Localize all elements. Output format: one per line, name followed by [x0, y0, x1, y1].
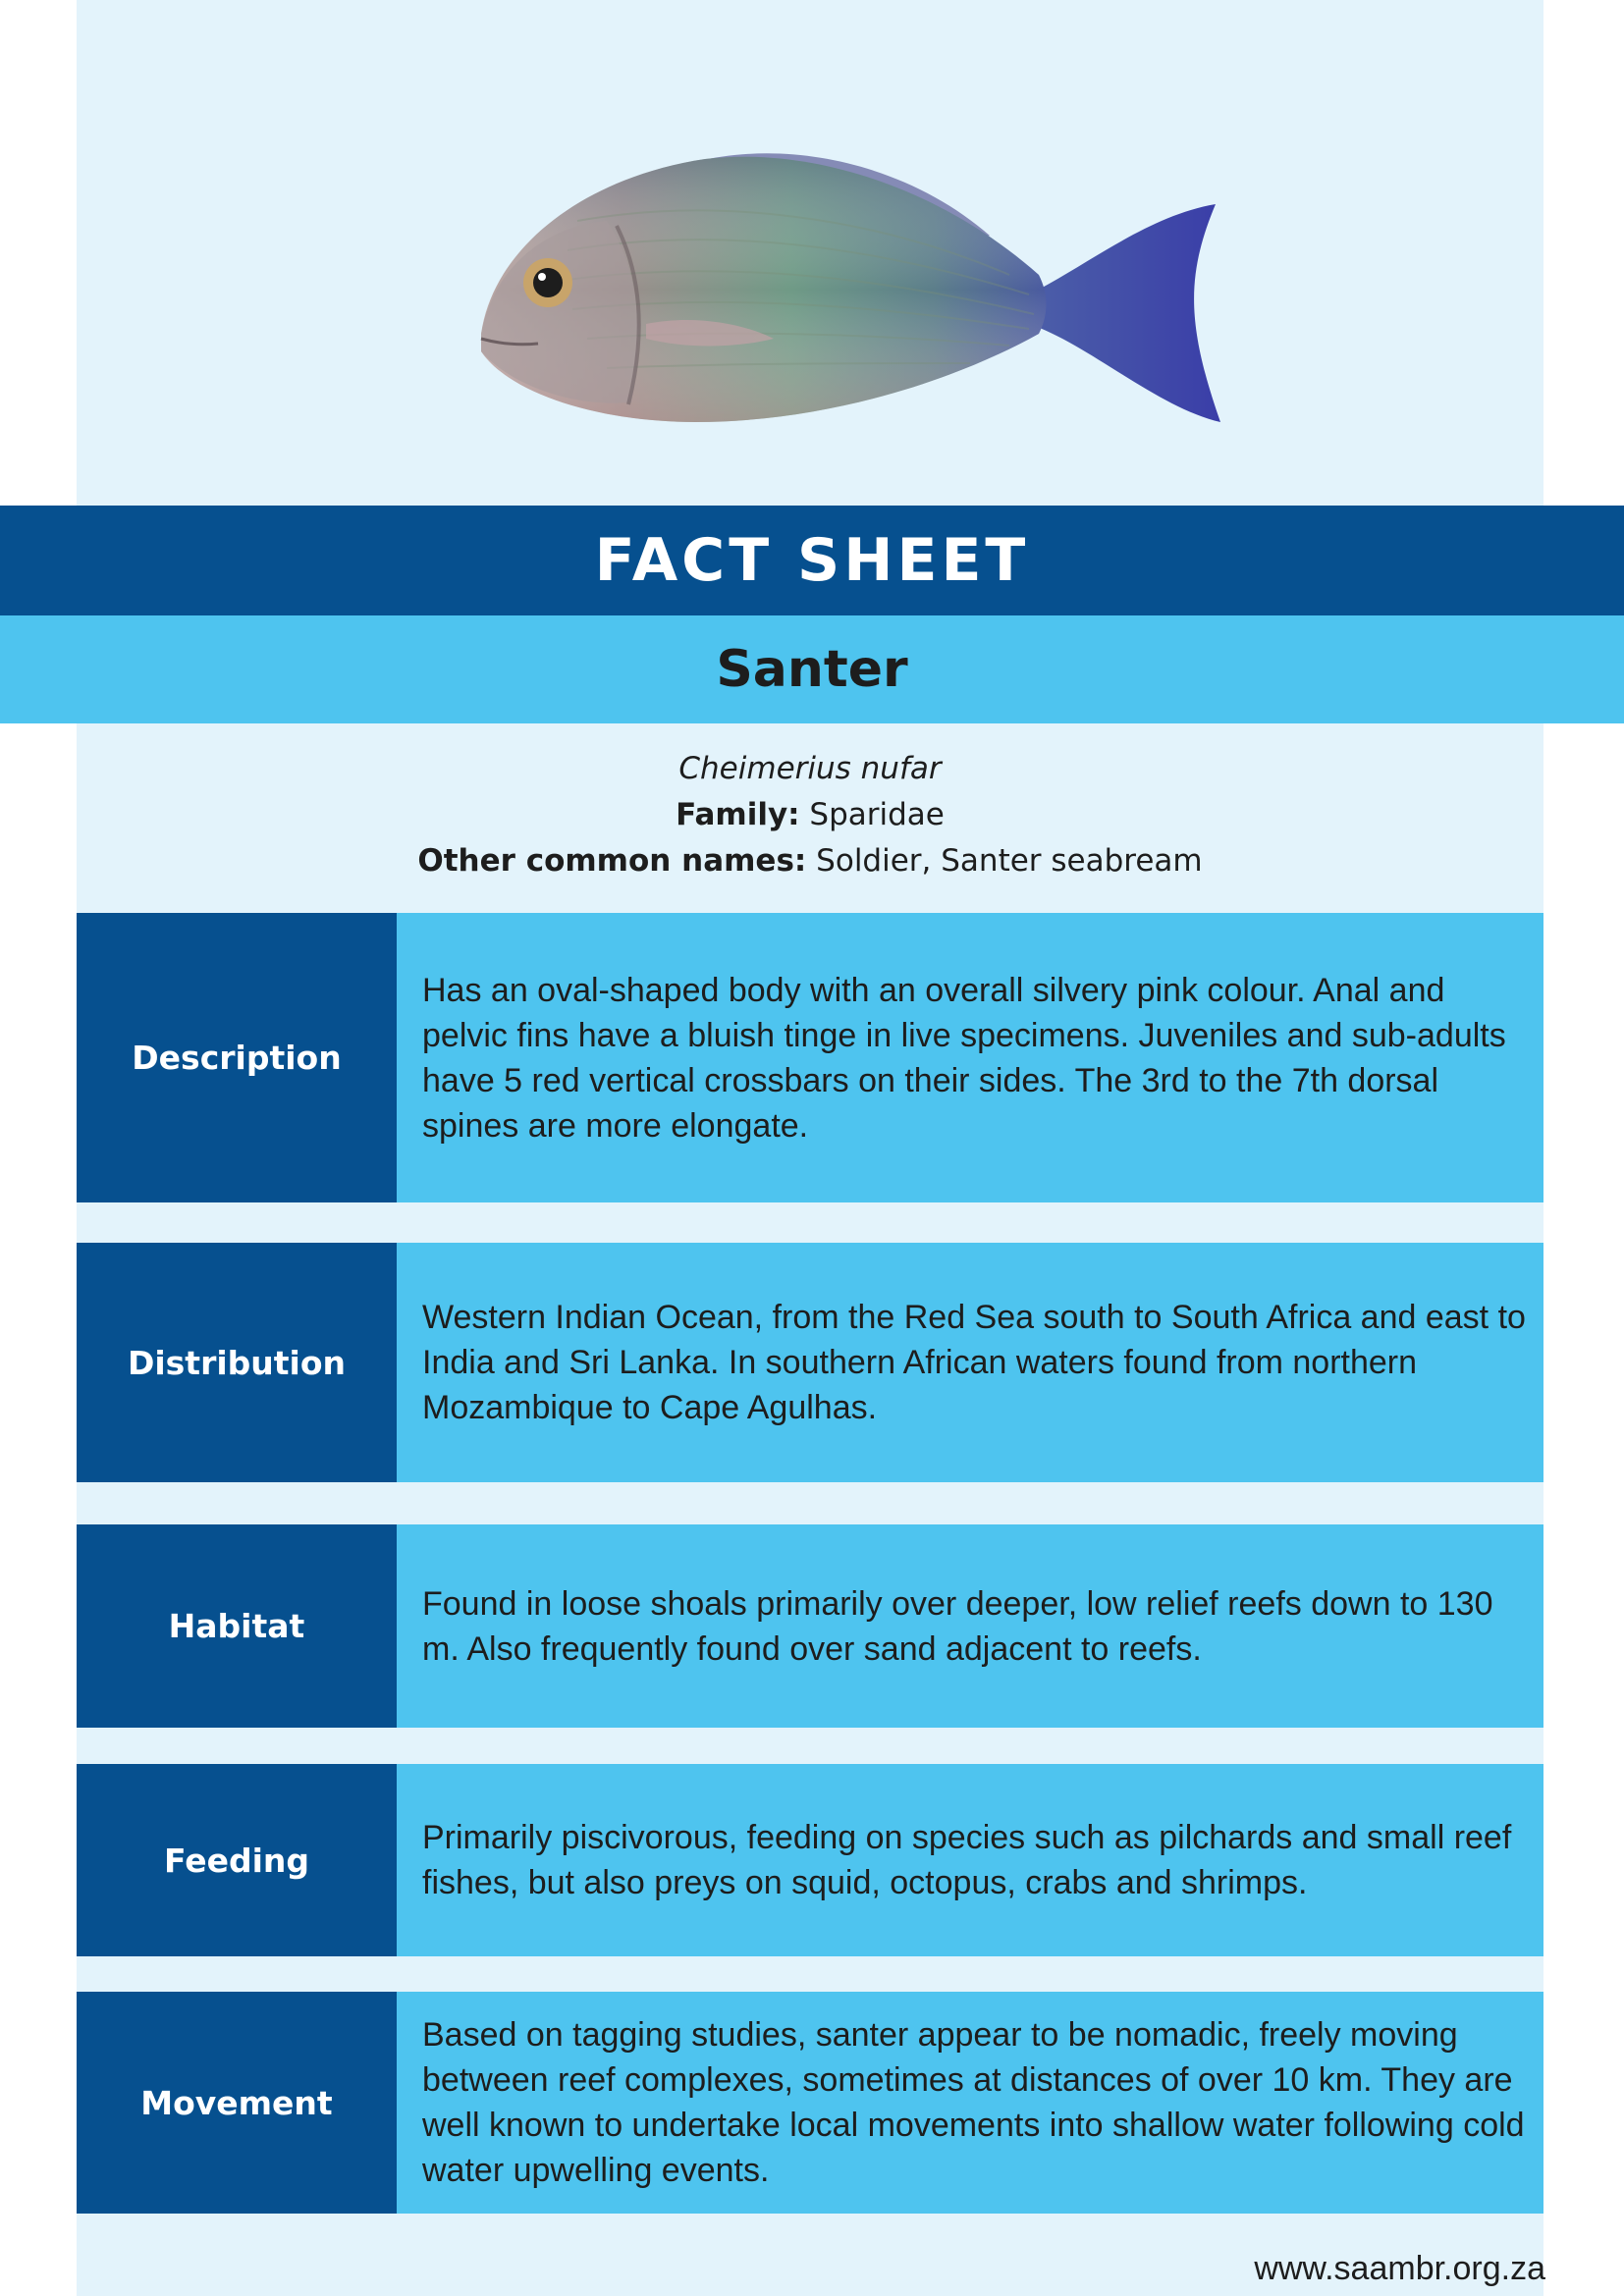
section-habitat [77, 1524, 1543, 1728]
fish-illustration-area [77, 0, 1543, 506]
section-description [77, 913, 1543, 1202]
section-text-content: Found in loose shoals primarily over deeper, low relief reefs down to 130 m. Also frequently found over sand adjacent to reefs. [422, 1584, 1493, 1668]
santer-fish-image [401, 128, 1343, 461]
section-feeding [77, 1764, 1543, 1956]
section-text [397, 913, 1543, 1202]
section-text-content: Primarily piscivorous, feeding on species such as pilchards and small reef fishes, but also preys on squid, octopus, crabs and shrimps. [422, 1819, 1512, 1901]
website-link[interactable]: www.saambr.org.za [1254, 2250, 1545, 2287]
species-meta [77, 746, 1543, 884]
common-names-label: Other common names: [417, 843, 807, 879]
family-value: Sparidae [809, 797, 945, 832]
scientific-name: Cheimerius nufar [678, 751, 942, 786]
section-label: Habitat [77, 1524, 397, 1728]
common-names-line [77, 838, 1543, 884]
section-label: Description [77, 913, 397, 1202]
section-text [397, 1764, 1543, 1956]
section-label: Movement [77, 1992, 397, 2214]
section-movement [77, 1992, 1543, 2214]
common-names-value: Soldier, Santer seabream [816, 843, 1203, 879]
fact-sheet-banner: FACT SHEET [0, 506, 1624, 615]
family-label: Family: [676, 797, 800, 832]
family-line [77, 792, 1543, 838]
section-text [397, 1992, 1543, 2214]
section-text-content: Western Indian Ocean, from the Red Sea south to South Africa and east to India and Sri Lanka. In southern African waters found from northern Mozambique to Cape Agulhas. [422, 1299, 1526, 1426]
section-text [397, 1524, 1543, 1728]
section-distribution [77, 1243, 1543, 1482]
section-text [397, 1243, 1543, 1482]
species-name: Santer [0, 615, 1624, 723]
section-text-content: Has an oval-shaped body with an overall silvery pink colour. Anal and pelvic fins have a bluish tinge in live specimens. Juveniles and sub-adults have 5 red vertical crossbars on their sides. The 3rd to the 7th dorsal spines are more elongate. [422, 971, 1506, 1145]
section-label: Feeding [77, 1764, 397, 1956]
section-text-content: Based on tagging studies, santer appear to be nomadic, freely moving between reef complexes, sometimes at distances of over 10 km. They are well known to undertake local movements into shallow water following cold water upwelling events. [422, 2016, 1525, 2189]
section-label: Distribution [77, 1243, 397, 1482]
